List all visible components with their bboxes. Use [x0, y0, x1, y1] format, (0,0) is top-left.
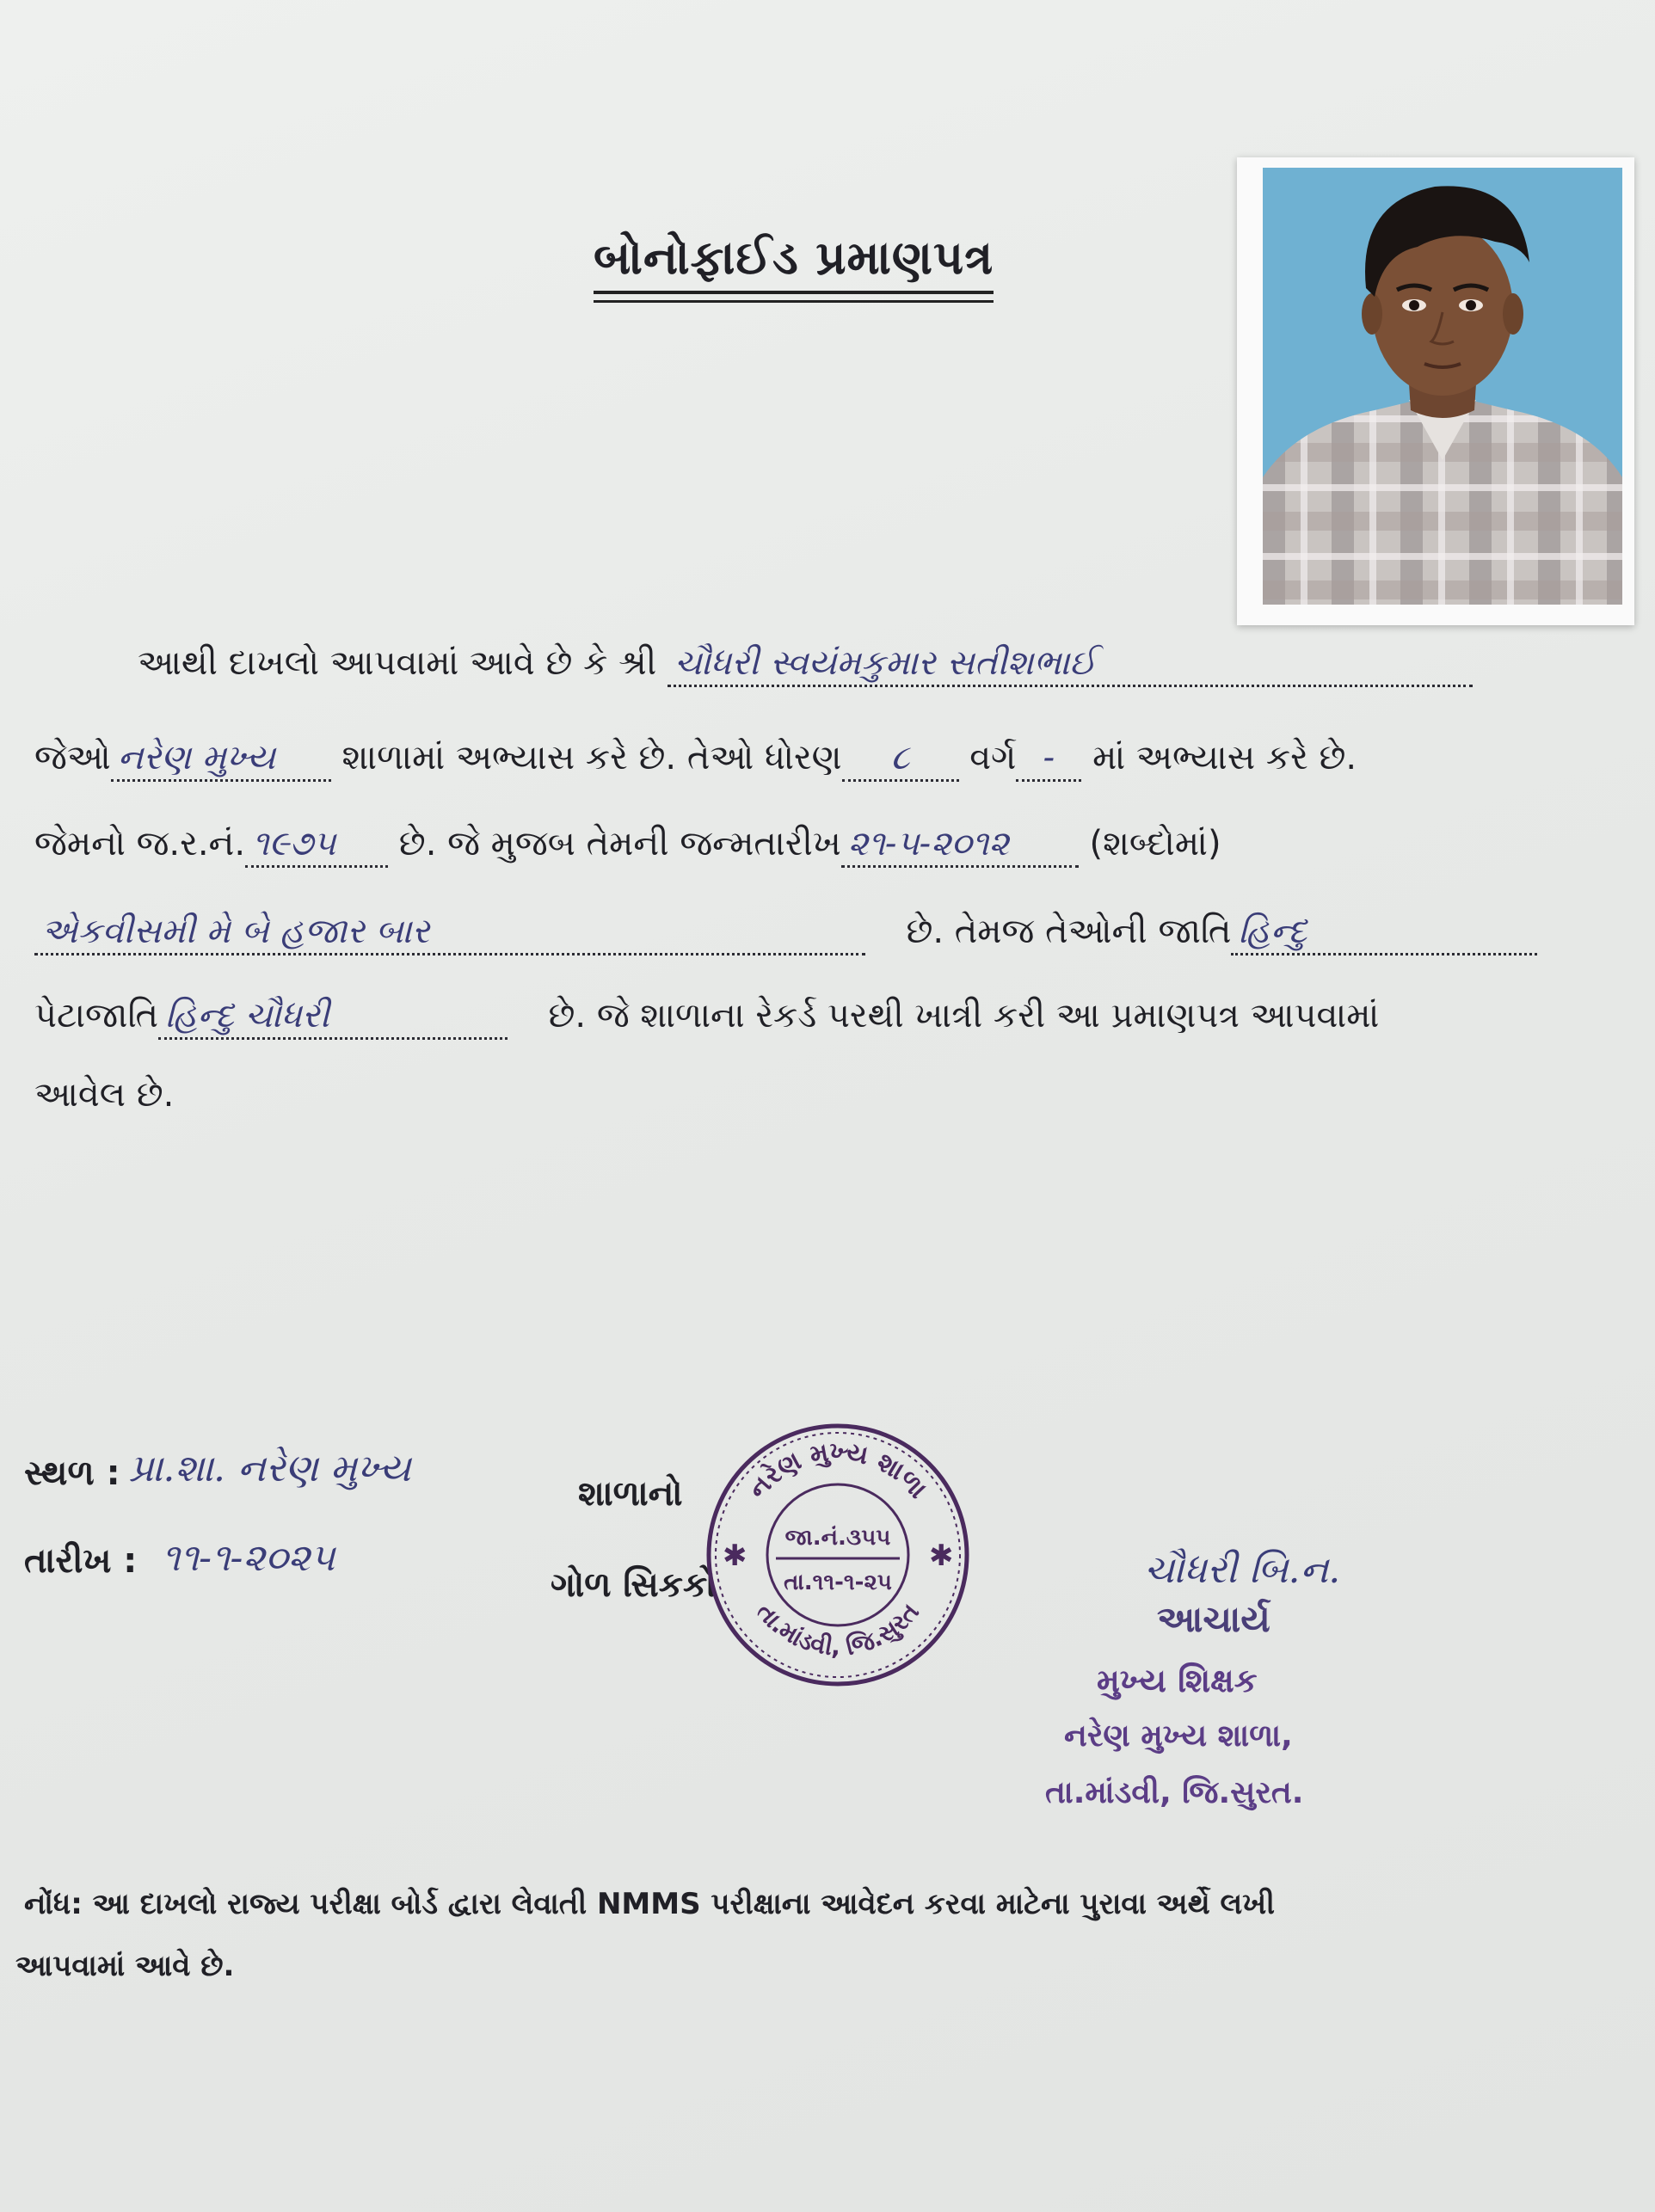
class-field: -: [1016, 738, 1081, 782]
date-label: તારીખ :: [24, 1541, 138, 1581]
principal-role: આચાર્ય: [1157, 1598, 1270, 1640]
school-round-stamp: [704, 1421, 972, 1689]
study-text: શાળામાં અભ્યાસ કરે છે. તેઓ ધોરણ: [341, 738, 842, 777]
school-name-field: નરેણ મુખ્ય: [111, 738, 331, 782]
verification-text: છે. જે શાળાના રેકર્ડ પરથી ખાત્રી કરી આ પ્રમાણપત્ર આપવામાં: [548, 996, 1380, 1035]
stamp-seal-graphic: [704, 1421, 972, 1689]
seal-label-line-2: ગોળ સિકકો: [551, 1565, 717, 1605]
stamp-bottom-text: તા.માંડવી, જિ.સુરત: [750, 1597, 925, 1662]
standard-field: ૮: [842, 738, 959, 782]
in-words-label: (શબ્દોમાં): [1089, 824, 1221, 863]
place-label: સ્થળ :: [24, 1453, 120, 1493]
certificate-title: બોનોફાઈડ પ્રમાણપત્ર: [594, 230, 994, 294]
gr-number-field: ૧૯૭૫: [245, 824, 388, 868]
body-line-5: [34, 996, 1379, 1040]
stamp-star-right: ✱: [929, 1539, 954, 1573]
caste-label: છે. તેમજ તેઓની જાતિ: [906, 912, 1232, 951]
stamp-star-left: ✱: [723, 1539, 748, 1573]
place-value: પ્રા.શા. નરેણ મુખ્ય: [129, 1447, 411, 1490]
principal-signature: ચૌધરી બિ.ન.: [1144, 1548, 1341, 1592]
office-stamp-title: મુખ્ય શિક્ષક: [1097, 1662, 1258, 1699]
date-value: ૧૧-૧-૨૦૨૫: [162, 1536, 335, 1580]
body-line-6: આવેલ છે.: [34, 1075, 175, 1115]
body-line-2: [34, 738, 1357, 782]
intro-text: આથી દાખલો આપવામાં આવે છે કે શ્રી: [138, 643, 657, 683]
birth-date-field: ૨૧-૫-૨૦૧૨: [841, 824, 1079, 868]
gr-label: જેમનો જ.ર.નં.: [34, 824, 246, 863]
body-line-3: [34, 824, 1221, 868]
class-label: વર્ગ: [969, 738, 1017, 777]
caste-field: હિન્દુ: [1231, 912, 1537, 955]
stamp-number: જા.નં.૩૫૫: [784, 1525, 891, 1551]
sub-caste-label: પેટાજાતિ: [34, 996, 159, 1035]
body-line-4: [34, 912, 1537, 955]
seal-label-line-1: શાળાનો: [578, 1474, 683, 1514]
sub-caste-field: હિન્દુ ચૌધરી: [158, 996, 508, 1040]
office-stamp-school: નરેણ મુખ્ય શાળા,: [1064, 1718, 1293, 1754]
student-name-field: ચૌધરી સ્વયંમકુમાર સતીશભાઈ: [668, 643, 1473, 687]
note-line-2: આપવામાં આવે છે.: [15, 1949, 235, 1983]
study-suffix-text: માં અભ્યાસ કરે છે.: [1092, 738, 1357, 777]
birth-date-words-field: એકવીસમી મે બે હજાર બાર: [34, 912, 865, 955]
stamp-date: તા.૧૧-૧-૨૫: [784, 1570, 892, 1595]
stamp-top-text: નરેણ મુખ્ય શાળા: [742, 1437, 933, 1505]
body-line-1: [138, 643, 1473, 687]
note-line-1: નોંધ: આ દાખલો રાજ્ય પરીક્ષા બોર્ડ દ્વારા લેવાતી NMMS પરીક્ષાના આવેદન કરવા માટેના પુરાવા અર્થે લખી: [24, 1887, 1275, 1921]
office-stamp-address: તા.માંડવી, જિ.સુરત.: [1045, 1775, 1304, 1810]
student-portrait-image: [1263, 168, 1622, 605]
prefix-text: જેઓ: [34, 738, 111, 777]
student-photo: [1237, 157, 1634, 625]
birth-date-text: છે. જે મુજબ તેમની જન્મતારીખ: [398, 824, 841, 863]
